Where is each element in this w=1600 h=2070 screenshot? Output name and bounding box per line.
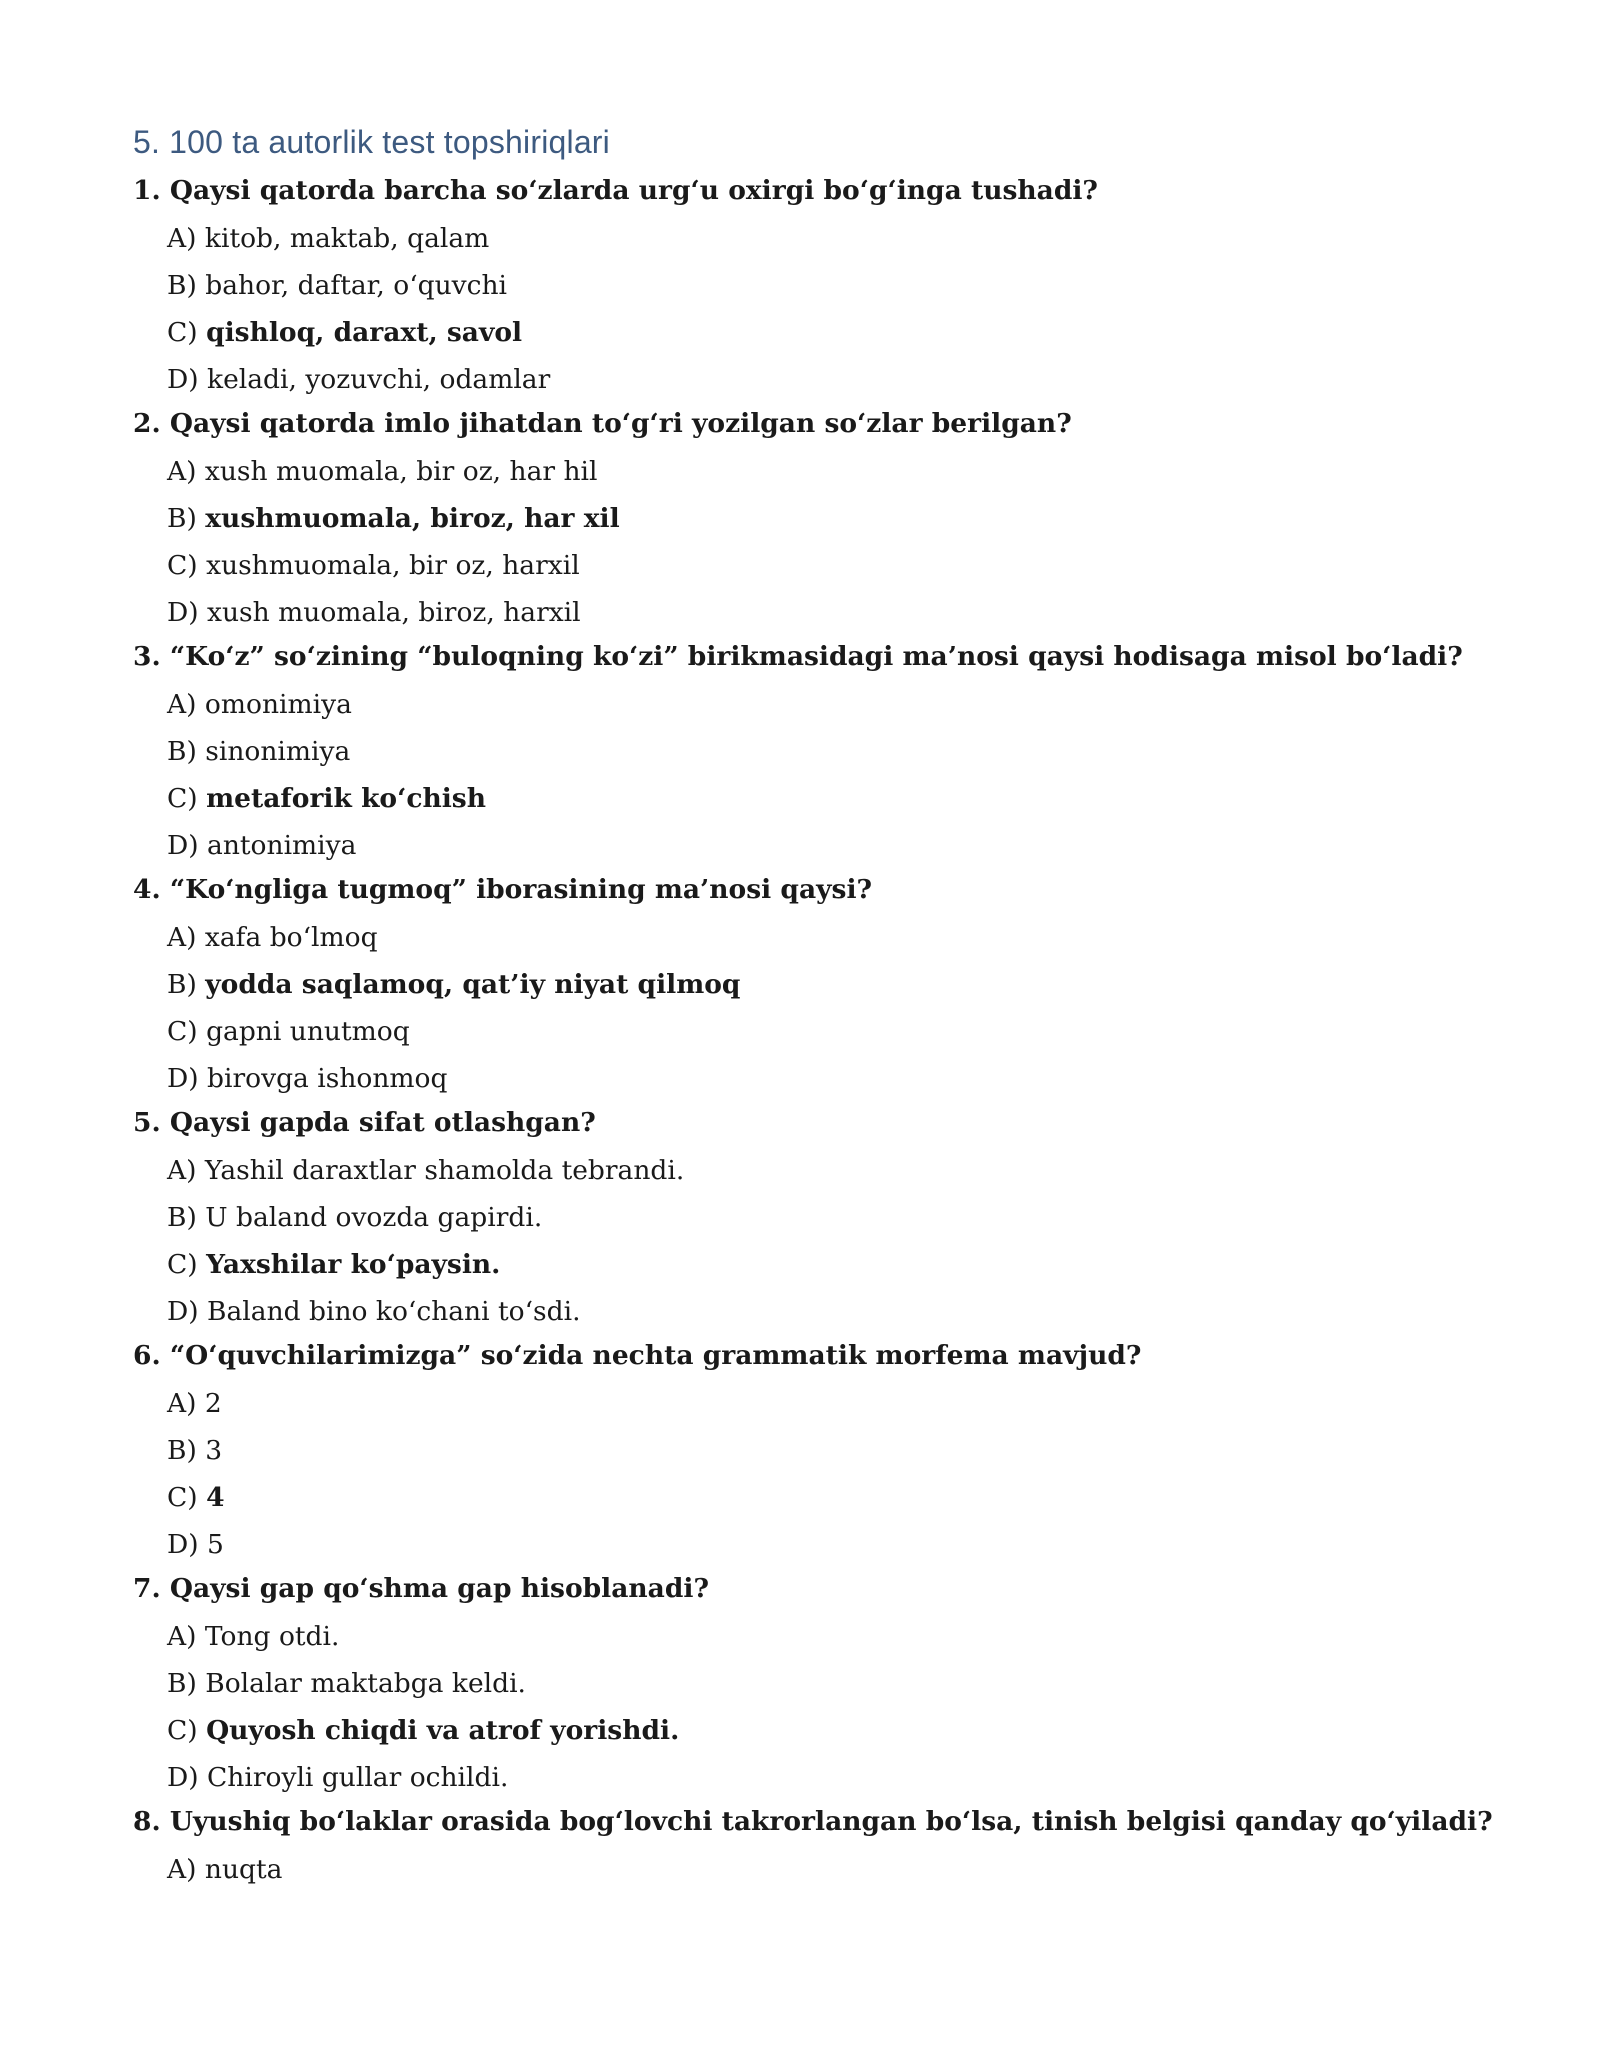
option-text: keladi, yozuvchi, odamlar <box>207 364 551 395</box>
question-list <box>133 176 1540 1899</box>
answer-option <box>167 1622 1540 1652</box>
option-text: kitob, maktab, qalam <box>204 223 490 254</box>
option-letter: C) <box>167 1715 198 1746</box>
answer-option <box>167 1436 1540 1466</box>
option-text: xafa bo‘lmoq <box>204 922 378 953</box>
option-letter: C) <box>167 1016 198 1047</box>
option-text: Yashil daraxtlar shamolda tebrandi. <box>204 1155 685 1186</box>
option-letter: D) <box>167 1296 199 1327</box>
option-letter: D) <box>167 1762 199 1793</box>
answer-option <box>167 1669 1540 1699</box>
option-text: Bolalar maktabga keldi. <box>205 1668 526 1699</box>
option-letter: A) <box>167 1854 197 1885</box>
option-letter: C) <box>167 317 198 348</box>
answer-option <box>167 831 1540 861</box>
answer-option <box>167 318 1540 348</box>
option-letter: A) <box>167 922 197 953</box>
option-letter: C) <box>167 1482 198 1513</box>
correct-option-text: yodda saqlamoq, qat’iy niyat qilmoq <box>205 969 741 1000</box>
answer-option <box>167 1389 1540 1419</box>
option-text: nuqta <box>204 1854 283 1885</box>
correct-option-text: xushmuomala, biroz, har xil <box>205 503 620 534</box>
answer-option <box>167 970 1540 1000</box>
correct-option-text: qishloq, daraxt, savol <box>206 317 523 348</box>
question-text: 7. Qaysi gap qo‘shma gap hisoblanadi? <box>133 1573 709 1604</box>
option-text: Tong otdi. <box>204 1621 340 1652</box>
question-text: 6. “O‘quvchilarimizga” so‘zida nechta grammatik morfema mavjud? <box>133 1340 1142 1371</box>
answer-option <box>167 1716 1540 1746</box>
correct-option-text: Quyosh chiqdi va atrof yorishdi. <box>206 1715 680 1746</box>
option-letter: A) <box>167 689 197 720</box>
question-block <box>133 176 1540 395</box>
option-text: 2 <box>204 1388 222 1419</box>
answer-option <box>167 1017 1540 1047</box>
option-text: xush muomala, biroz, harxil <box>207 597 581 628</box>
option-letter: D) <box>167 830 199 861</box>
option-letter: A) <box>167 1621 197 1652</box>
correct-option-text: 4 <box>206 1482 225 1513</box>
option-letter: A) <box>167 1388 197 1419</box>
answer-option <box>167 551 1540 581</box>
option-text: 5 <box>207 1529 224 1560</box>
answer-option <box>167 1763 1540 1793</box>
option-letter: B) <box>167 1202 197 1233</box>
option-text: 3 <box>205 1435 223 1466</box>
option-letter: A) <box>167 1155 197 1186</box>
answer-option <box>167 1855 1540 1885</box>
option-letter: C) <box>167 550 198 581</box>
option-letter: B) <box>167 503 197 534</box>
question-text: 4. “Ko‘ngliga tugmoq” iborasining ma’nosi qaysi? <box>133 874 873 905</box>
answer-option <box>167 737 1540 767</box>
option-letter: D) <box>167 364 199 395</box>
answer-option <box>167 784 1540 814</box>
option-letter: A) <box>167 223 197 254</box>
question-block <box>133 642 1540 861</box>
option-text: gapni unutmoq <box>206 1016 410 1047</box>
question-block <box>133 1341 1540 1560</box>
option-letter: D) <box>167 1529 199 1560</box>
question-block <box>133 1108 1540 1327</box>
question-block <box>133 1807 1540 1885</box>
answer-option <box>167 457 1540 487</box>
option-letter: D) <box>167 597 199 628</box>
answer-option <box>167 923 1540 953</box>
answer-option <box>167 1203 1540 1233</box>
option-letter: B) <box>167 1668 197 1699</box>
question-text: 3. “Ko‘z” so‘zining “buloqning ko‘zi” birikmasidagi ma’nosi qaysi hodisaga misol bo‘ladi? <box>133 641 1463 672</box>
option-letter: B) <box>167 969 197 1000</box>
question-text: 5. Qaysi gapda sifat otlashgan? <box>133 1107 596 1138</box>
answer-option <box>167 1250 1540 1280</box>
question-text: 8. Uyushiq bo‘laklar orasida bog‘lovchi takrorlangan bo‘lsa, tinish belgisi qanday qo‘yiladi? <box>133 1806 1493 1837</box>
option-letter: D) <box>167 1063 199 1094</box>
question-block <box>133 1574 1540 1793</box>
option-text: sinonimiya <box>205 736 351 767</box>
answer-option <box>167 1064 1540 1094</box>
option-text: antonimiya <box>207 830 357 861</box>
option-text: xush muomala, bir oz, har hil <box>204 456 598 487</box>
option-text: Baland bino ko‘chani to‘sdi. <box>207 1296 581 1327</box>
option-letter: B) <box>167 736 197 767</box>
answer-option <box>167 271 1540 301</box>
option-letter: A) <box>167 456 197 487</box>
answer-option <box>167 365 1540 395</box>
option-text: Chiroyli gullar ochildi. <box>207 1762 509 1793</box>
answer-option <box>167 1483 1540 1513</box>
question-text: 2. Qaysi qatorda imlo jihatdan to‘g‘ri yozilgan so‘zlar berilgan? <box>133 408 1072 439</box>
option-text: bahor, daftar, o‘quvchi <box>205 270 508 301</box>
correct-option-text: Yaxshilar ko‘paysin. <box>206 1249 501 1280</box>
option-letter: B) <box>167 270 197 301</box>
answer-option <box>167 504 1540 534</box>
question-text: 1. Qaysi qatorda barcha so‘zlarda urg‘u oxirgi bo‘g‘inga tushadi? <box>133 175 1098 206</box>
question-block <box>133 409 1540 628</box>
option-letter: B) <box>167 1435 197 1466</box>
section-heading: 5. 100 ta autorlik test topshiriqlari <box>133 124 610 160</box>
option-text: xushmuomala, bir oz, harxil <box>206 550 580 581</box>
question-block <box>133 875 1540 1094</box>
option-text: birovga ishonmoq <box>207 1063 448 1094</box>
answer-option <box>167 1530 1540 1560</box>
answer-option <box>167 1156 1540 1186</box>
answer-option <box>167 1297 1540 1327</box>
answer-option <box>167 598 1540 628</box>
answer-option <box>167 224 1540 254</box>
option-text: U baland ovozda gapirdi. <box>205 1202 543 1233</box>
option-letter: C) <box>167 1249 198 1280</box>
answer-option <box>167 690 1540 720</box>
option-text: omonimiya <box>204 689 352 720</box>
correct-option-text: metaforik ko‘chish <box>206 783 486 814</box>
option-letter: C) <box>167 783 198 814</box>
